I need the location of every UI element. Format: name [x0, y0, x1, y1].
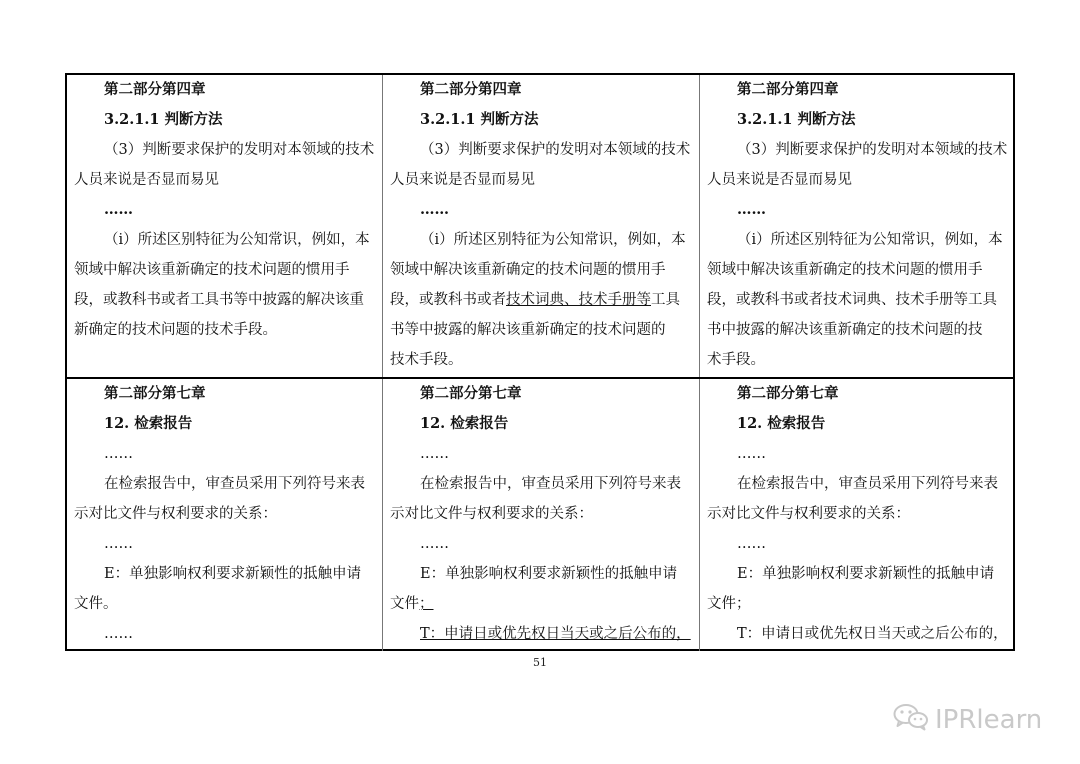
text-line: 人员来说是否显而易见 [74, 172, 219, 188]
comparison-table [65, 73, 1015, 651]
section-heading: 第二部分第七章 [104, 385, 206, 402]
text-line: 书等中披露的解决该重新确定的技术问题的 [390, 322, 666, 338]
section-heading: 第二部分第四章 [420, 81, 522, 98]
text-line: （i）所述区别特征为公知常识，例如，本 [737, 232, 1003, 248]
section-heading: 第二部分第四章 [104, 81, 206, 98]
text-line: 领域中解决该重新确定的技术问题的惯用手 [707, 262, 983, 278]
text-line: 示对比文件与权利要求的关系： [390, 506, 593, 522]
table-row [67, 377, 1013, 651]
subsection-heading: 3.2.1.1 判断方法 [420, 111, 539, 128]
text-segment: 工具 [651, 292, 680, 308]
text-line: 文件； [707, 596, 751, 612]
text-segment: 文件 [390, 596, 419, 612]
text-line: 技术手段。 [390, 352, 463, 368]
subsection-heading: 3.2.1.1 判断方法 [104, 111, 223, 128]
table-cell [382, 379, 699, 651]
ellipsis: …… [737, 201, 766, 218]
text-line: 在检索报告中，审查员采用下列符号来表 [737, 476, 998, 492]
text-line: E：单独影响权利要求新颖性的抵触申请 [104, 566, 362, 582]
text-line: E：单独影响权利要求新颖性的抵触申请 [737, 566, 995, 582]
text-line: 人员来说是否显而易见 [390, 172, 535, 188]
text-segment: 段，或教科书或者 [390, 292, 506, 308]
text-line: 示对比文件与权利要求的关系： [74, 506, 277, 522]
text-line: E：单独影响权利要求新颖性的抵触申请 [420, 566, 678, 582]
text-line: 段，或教科书或者工具书等中披露的解决该重 [74, 292, 364, 308]
table-cell [382, 75, 699, 377]
section-heading: 第二部分第四章 [737, 81, 839, 98]
amended-text: ； [419, 596, 434, 612]
amended-text: 技术词典、技术手册等 [506, 292, 651, 308]
text-line: （3）判断要求保护的发明对本领域的技术 [104, 142, 375, 158]
text-line [390, 619, 693, 649]
text-line: （i）所述区别特征为公知常识，例如，本 [420, 232, 686, 248]
subsection-heading: 12. 检索报告 [104, 415, 193, 432]
text-line: 在检索报告中，审查员采用下列符号来表 [420, 476, 681, 492]
table-cell [67, 379, 382, 651]
table-cell [67, 75, 382, 377]
table-cell [699, 379, 1015, 651]
subsection-heading: 12. 检索报告 [420, 415, 509, 432]
text-line: 在检索报告中，审查员采用下列符号来表 [104, 476, 365, 492]
text-line: 示对比文件与权利要求的关系： [707, 506, 910, 522]
text-line: （3）判断要求保护的发明对本领域的技术 [420, 142, 691, 158]
ellipsis: …… [104, 536, 133, 552]
text-line: 文件。 [74, 596, 118, 612]
text-line [390, 589, 693, 619]
ellipsis: …… [104, 446, 133, 462]
subsection-heading: 12. 检索报告 [737, 415, 826, 432]
watermark-text: IPRlearn [935, 705, 1043, 735]
subsection-heading: 3.2.1.1 判断方法 [737, 111, 856, 128]
text-line: 领域中解决该重新确定的技术问题的惯用手 [390, 262, 666, 278]
text-line: （i）所述区别特征为公知常识，例如，本 [104, 232, 370, 248]
text-line: 术手段。 [707, 352, 765, 368]
ellipsis: …… [420, 536, 449, 552]
watermark [893, 700, 1042, 740]
ellipsis: …… [737, 446, 766, 462]
ellipsis: …… [420, 446, 449, 462]
table-row [67, 75, 1013, 377]
ellipsis: …… [420, 201, 449, 218]
ellipsis: …… [737, 536, 766, 552]
page-number: 51 [533, 656, 547, 669]
text-line: 段，或教科书或者技术词典、技术手册等工具 [707, 292, 997, 308]
text-line: T：申请日或优先权日当天或之后公布的， [737, 626, 1008, 642]
wechat-icon [893, 703, 935, 738]
section-heading: 第二部分第七章 [420, 385, 522, 402]
text-line: （3）判断要求保护的发明对本领域的技术 [737, 142, 1008, 158]
table-cell [699, 75, 1015, 377]
section-heading: 第二部分第七章 [737, 385, 839, 402]
text-line: 领域中解决该重新确定的技术问题的惯用手 [74, 262, 350, 278]
text-line [390, 285, 693, 315]
text-line: 人员来说是否显而易见 [707, 172, 852, 188]
amended-text: T：申请日或优先权日当天或之后公布的， [420, 626, 691, 642]
text-line: 新确定的技术问题的技术手段。 [74, 322, 277, 338]
text-line: 书中披露的解决该重新确定的技术问题的技 [707, 322, 983, 338]
ellipsis: …… [104, 626, 133, 642]
ellipsis: …… [104, 201, 133, 218]
